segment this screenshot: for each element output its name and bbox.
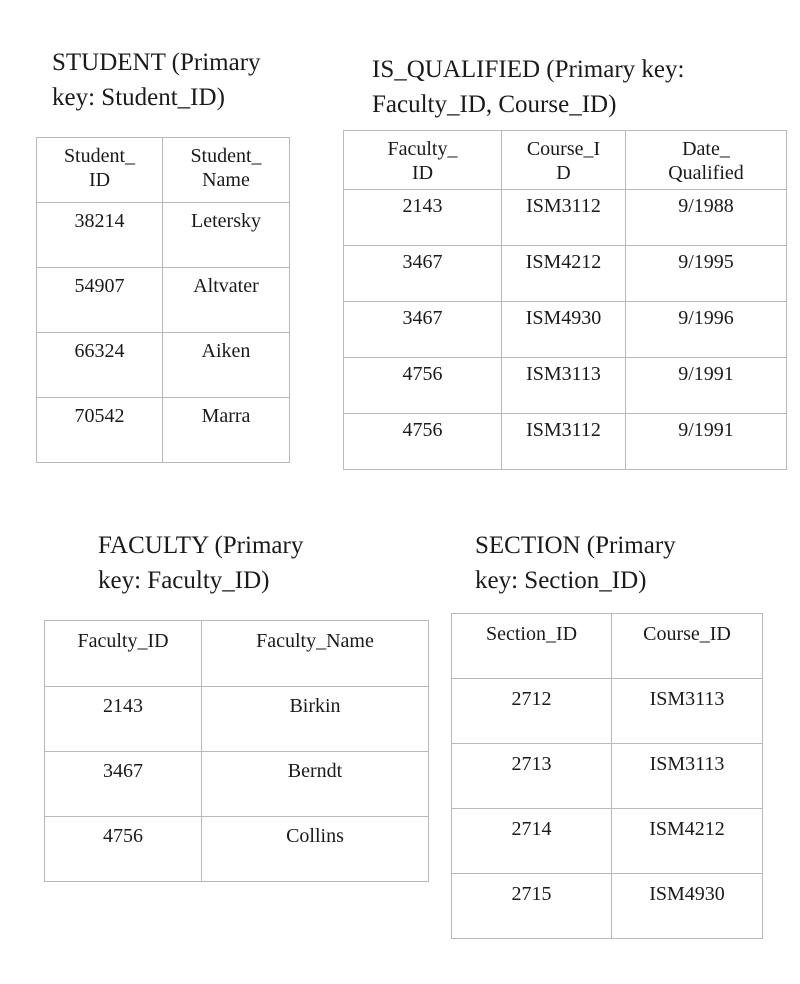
table-cell: ISM4930	[612, 874, 763, 939]
table-cell: ISM3113	[612, 744, 763, 809]
table-cell: 54907	[37, 268, 163, 333]
table-row	[45, 687, 429, 752]
table-cell: ISM3113	[502, 358, 626, 414]
table-header-row	[45, 621, 429, 687]
is-qualified-caption-line1: IS_QUALIFIED (Primary key:	[372, 56, 685, 83]
section-caption-line1: SECTION (Primary	[475, 532, 676, 559]
table-cell: 70542	[37, 398, 163, 463]
table-cell: ISM4212	[502, 246, 626, 302]
column-header-faculty-id: Faculty_ ID	[344, 131, 502, 190]
table-cell: 38214	[37, 203, 163, 268]
table-cell: 2713	[452, 744, 612, 809]
table-cell: 2715	[452, 874, 612, 939]
table-row	[452, 809, 763, 874]
table-cell: 66324	[37, 333, 163, 398]
section-table	[451, 613, 763, 939]
table-cell: 2712	[452, 679, 612, 744]
table-cell: 9/1988	[626, 190, 787, 246]
table-cell: 4756	[344, 358, 502, 414]
column-header-student-id: Student_ ID	[37, 138, 163, 203]
table-cell: Birkin	[202, 687, 429, 752]
table-row	[45, 752, 429, 817]
table-cell: Berndt	[202, 752, 429, 817]
faculty-caption-line1: FACULTY (Primary	[98, 532, 304, 559]
table-cell: Letersky	[163, 203, 290, 268]
table-row	[452, 679, 763, 744]
table-cell: Collins	[202, 817, 429, 882]
table-row	[452, 744, 763, 809]
table-row	[344, 246, 787, 302]
table-cell: Marra	[163, 398, 290, 463]
table-header-row	[344, 131, 787, 190]
table-cell: ISM3112	[502, 414, 626, 470]
table-cell: 4756	[45, 817, 202, 882]
column-header-section-id: Section_ID	[452, 614, 612, 679]
table-cell: ISM3112	[502, 190, 626, 246]
table-cell: ISM4212	[612, 809, 763, 874]
table-row	[344, 358, 787, 414]
table-cell: 4756	[344, 414, 502, 470]
is-qualified-table	[343, 130, 787, 470]
table-row	[37, 333, 290, 398]
is-qualified-caption-line2: Faculty_ID, Course_ID)	[372, 91, 617, 118]
table-cell: 3467	[45, 752, 202, 817]
table-row	[37, 398, 290, 463]
column-header-student-name: Student_ Name	[163, 138, 290, 203]
table-cell: Aiken	[163, 333, 290, 398]
table-cell: 9/1991	[626, 358, 787, 414]
table-row	[344, 414, 787, 470]
faculty-table	[44, 620, 429, 882]
table-cell: 2143	[45, 687, 202, 752]
table-cell: 2143	[344, 190, 502, 246]
column-header-faculty-name: Faculty_Name	[202, 621, 429, 687]
table-row	[37, 203, 290, 268]
column-header-course-id: Course_I D	[502, 131, 626, 190]
is-qualified-table-caption	[372, 52, 684, 122]
student-caption-line1: STUDENT (Primary	[52, 49, 261, 76]
table-cell: Altvater	[163, 268, 290, 333]
column-header-course-id: Course_ID	[612, 614, 763, 679]
table-header-row	[37, 138, 290, 203]
column-header-date-qualified: Date_ Qualified	[626, 131, 787, 190]
table-row	[344, 302, 787, 358]
table-cell: 9/1996	[626, 302, 787, 358]
table-cell: 3467	[344, 246, 502, 302]
table-cell: ISM4930	[502, 302, 626, 358]
table-row	[37, 268, 290, 333]
student-table-caption	[52, 45, 261, 115]
table-row	[452, 874, 763, 939]
section-caption-line2: key: Section_ID)	[475, 567, 647, 594]
table-cell: 9/1995	[626, 246, 787, 302]
section-table-caption	[475, 528, 676, 598]
table-header-row	[452, 614, 763, 679]
table-cell: 2714	[452, 809, 612, 874]
table-cell: 9/1991	[626, 414, 787, 470]
student-table	[36, 137, 290, 463]
table-cell: 3467	[344, 302, 502, 358]
faculty-table-caption	[98, 528, 303, 598]
column-header-faculty-id: Faculty_ID	[45, 621, 202, 687]
table-row	[45, 817, 429, 882]
student-caption-line2: key: Student_ID)	[52, 84, 225, 111]
table-row	[344, 190, 787, 246]
table-cell: ISM3113	[612, 679, 763, 744]
faculty-caption-line2: key: Faculty_ID)	[98, 567, 270, 594]
